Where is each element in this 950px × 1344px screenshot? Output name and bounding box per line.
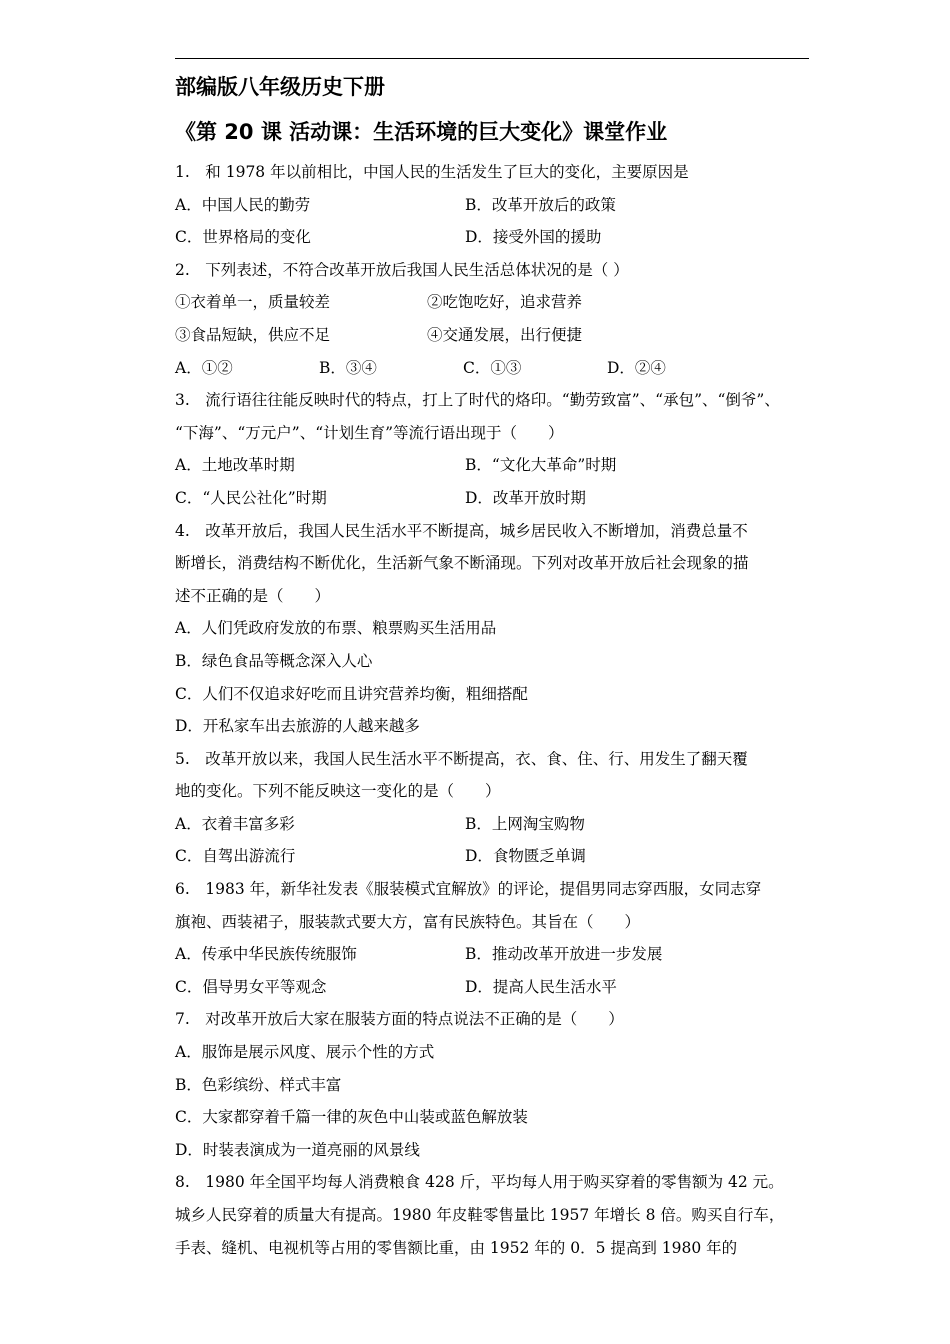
question-stem: 6. 1983 年，新华社发表《服装模式宜解放》的评论，提倡男同志穿西服，女同志穿 — [175, 880, 762, 899]
option-a[interactable]: A．衣着丰富多彩 — [175, 814, 295, 833]
option-d[interactable]: D．改革开放时期 — [465, 488, 586, 507]
question-1 — [175, 156, 825, 254]
question-stem: 述不正确的是（ ） — [175, 586, 331, 605]
question-stem: 手表、缝机、电视机等占用的零售额比重，由 1952 年的 0．5 提高到 1980 年的 — [175, 1238, 738, 1257]
option-b[interactable]: B．绿色食品等概念深入人心 — [175, 651, 373, 670]
question-stem: 断增长，消费结构不断优化，生活新气象不断涌现。下列对改革开放后社会现象的描 — [175, 554, 749, 573]
option-c[interactable]: C．倡导男女平等观念 — [175, 977, 327, 996]
option-b[interactable]: B．改革开放后的政策 — [465, 195, 616, 214]
option-a[interactable]: A．①② — [175, 358, 233, 377]
option-d[interactable]: D．时装表演成为一道亮丽的风景线 — [175, 1140, 420, 1159]
option-d[interactable]: D．食物匮乏单调 — [465, 847, 586, 866]
option-b[interactable]: B．色彩缤纷、样式丰富 — [175, 1075, 342, 1094]
question-stem: 3. 流行语往往能反映时代的特点，打上了时代的烙印。“勤劳致富”、“承包”、“倒爷”、 — [175, 391, 780, 410]
option-c[interactable]: C．自驾出游流行 — [175, 847, 296, 866]
option-row — [175, 189, 825, 222]
option-d[interactable]: D．接受外国的援助 — [465, 228, 602, 247]
option-row — [175, 938, 825, 971]
option-c[interactable]: C．世界格局的变化 — [175, 228, 311, 247]
option-a[interactable]: A．服饰是展示风度、展示个性的方式 — [175, 1043, 435, 1062]
option-row — [175, 971, 825, 1004]
option-d[interactable]: D．②④ — [607, 358, 666, 377]
statement-4: ④交通发展，出行便捷 — [427, 325, 583, 344]
question-3 — [175, 384, 825, 514]
question-2 — [175, 254, 825, 384]
option-c[interactable]: C．大家都穿着千篇一律的灰色中山装或蓝色解放装 — [175, 1108, 528, 1127]
option-b[interactable]: B．推动改革开放进一步发展 — [465, 945, 663, 964]
option-c[interactable]: C．人们不仅追求好吃而且讲究营养均衡，粗细搭配 — [175, 684, 528, 703]
statement-1: ①衣着单一，质量较差 — [175, 293, 331, 312]
option-a[interactable]: A．人们凭政府发放的布票、粮票购买生活用品 — [175, 619, 497, 638]
question-stem: 8. 1980 年全国平均每人消费粮食 428 斤，平均每人用于购买穿着的零售额为 42 元。 — [175, 1173, 784, 1192]
question-stem: 5. 改革开放以来，我国人民生活水平不断提高，衣、食、住、行、用发生了翻天覆 — [175, 749, 748, 768]
worksheet — [175, 70, 825, 1264]
option-row — [175, 808, 825, 841]
question-7 — [175, 1003, 825, 1166]
question-stem: 城乡人民穿着的质量大有提高。1980 年皮鞋零售量比 1957 年增长 8 倍。购买自行车， — [175, 1206, 785, 1224]
question-5 — [175, 743, 825, 873]
question-stem: 1. 和 1978 年以前相比，中国人民的生活发生了巨大的变化，主要原因是 — [175, 163, 689, 181]
question-stem: 旗袍、西装裙子，服装款式要大方，富有民族特色。其旨在（ ） — [175, 912, 641, 931]
statement-row — [175, 319, 825, 352]
question-8 — [175, 1166, 825, 1264]
option-b[interactable]: B．③④ — [319, 358, 377, 377]
option-row — [175, 482, 825, 515]
statement-3: ③食品短缺，供应不足 — [175, 325, 331, 344]
option-row — [175, 352, 825, 385]
question-4 — [175, 515, 825, 743]
statement-2: ②吃饱吃好，追求营养 — [427, 293, 583, 312]
option-c[interactable]: C．①③ — [463, 358, 522, 377]
question-6 — [175, 873, 825, 1003]
question-stem: 4. 改革开放后，我国人民生活水平不断提高，城乡居民收入不断增加，消费总量不 — [175, 521, 748, 540]
option-d[interactable]: D．提高人民生活水平 — [465, 977, 617, 996]
option-a[interactable]: A．中国人民的勤劳 — [175, 195, 311, 214]
statement-row — [175, 286, 825, 319]
question-stem: 7. 对改革开放后大家在服装方面的特点说法不正确的是（ ） — [175, 1010, 624, 1029]
option-b[interactable]: B．上网淘宝购物 — [465, 814, 585, 833]
option-d[interactable]: D．开私家车出去旅游的人越来越多 — [175, 717, 420, 736]
question-stem: “下海”、“万元户”、“计划生育”等流行语出现于（ ） — [175, 423, 564, 442]
option-row — [175, 221, 825, 254]
option-b[interactable]: B．“文化大革命”时期 — [465, 456, 617, 475]
document-title: 部编版八年级历史下册 — [175, 75, 385, 99]
question-stem: 地的变化。下列不能反映这一变化的是（ ） — [175, 782, 501, 801]
option-row — [175, 449, 825, 482]
option-a[interactable]: A．传承中华民族传统服饰 — [175, 945, 357, 964]
header-rule — [175, 58, 809, 59]
question-stem: 2. 下列表述，不符合改革开放后我国人民生活总体状况的是（ ） — [175, 260, 629, 279]
lesson-subtitle: 《第 20 课 活动课：生活环境的巨大变化》课堂作业 — [175, 120, 668, 144]
option-c[interactable]: C．“人民公社化”时期 — [175, 488, 327, 507]
option-a[interactable]: A．土地改革时期 — [175, 456, 295, 475]
option-row — [175, 840, 825, 873]
